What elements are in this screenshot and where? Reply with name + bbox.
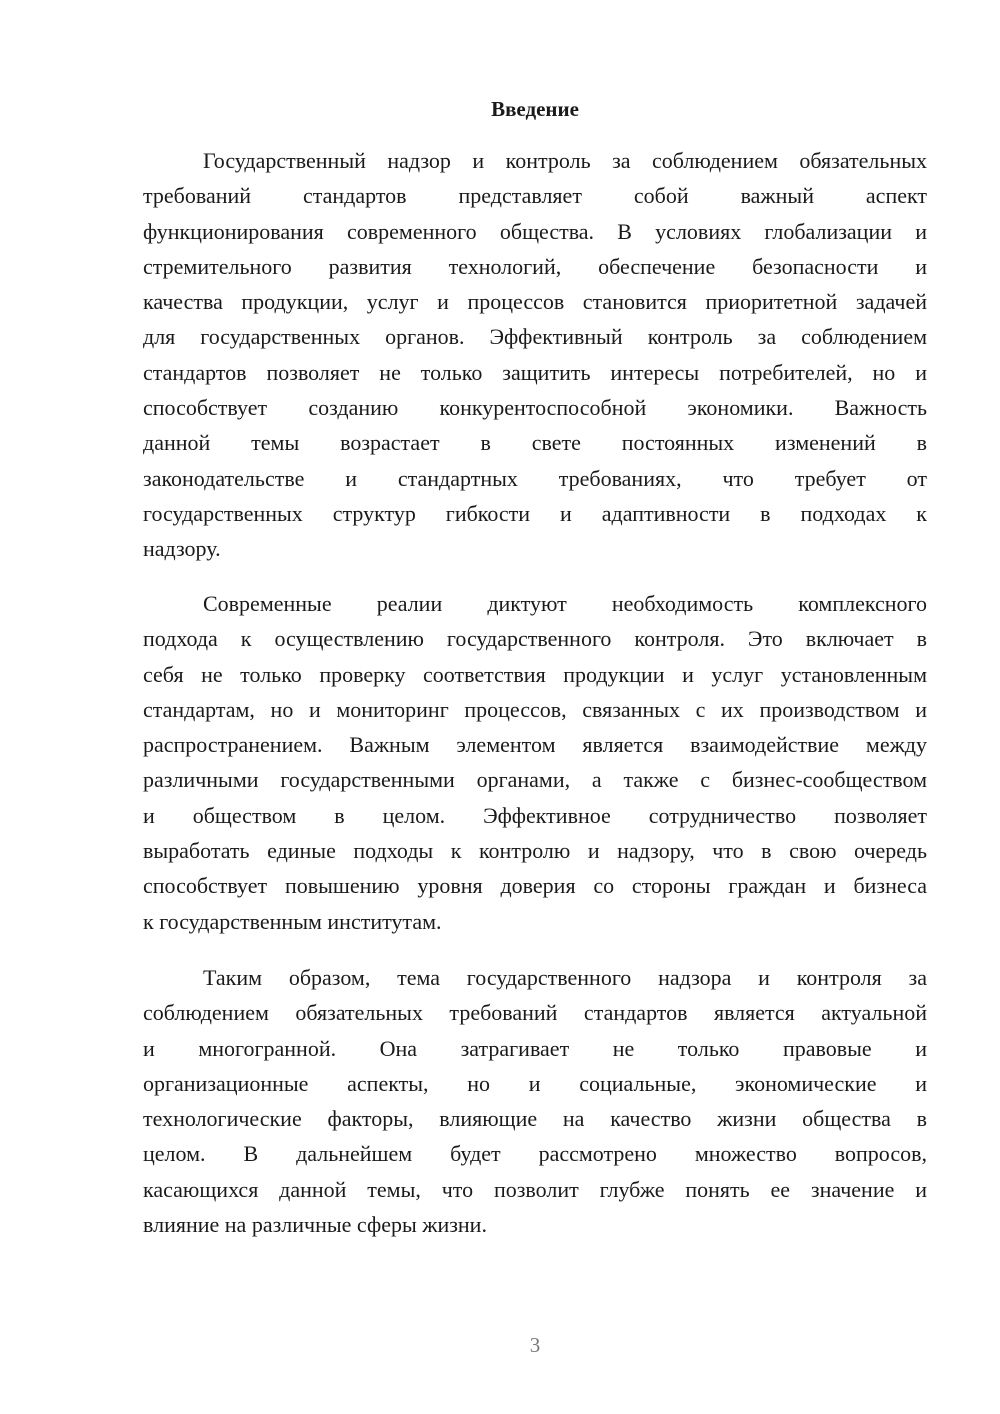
text-line: влияние на различные сферы жизни. (143, 1212, 487, 1238)
text-line: функционирования современного общества. В условиях глобализации и (143, 218, 927, 244)
text-line: Современные реалии диктуют необходимость комплексного (203, 591, 927, 616)
paragraph (143, 143, 927, 567)
text-line: способствует повышению уровня доверия со стороны граждан и бизнеса (143, 873, 927, 899)
text-line: требований стандартов представляет собой важный аспект (143, 183, 927, 209)
text-line: выработать единые подходы к контролю и надзору, что в свою очередь (143, 838, 927, 864)
section-heading: Введение (491, 97, 579, 121)
text-line: способствует созданию конкурентоспособной экономики. Важность (143, 395, 927, 421)
text-line: и обществом в целом. Эффективное сотрудничество позволяет (143, 802, 927, 828)
text-line: данной темы возрастает в свете постоянных изменений в (143, 430, 927, 456)
text-line: касающихся данной темы, что позволит глубже понять ее значение и (143, 1176, 927, 1202)
text-line: соблюдением обязательных требований стандартов является актуальной (143, 1000, 927, 1026)
text-line: стандартам, но и мониторинг процессов, связанных с их производством и (143, 696, 927, 722)
text-line: Таким образом, тема государственного надзора и контроля за (203, 965, 927, 990)
text-line: к государственным институтам. (143, 908, 442, 934)
text-line: различными государственными органами, а также с бизнес-сообществом (143, 767, 927, 793)
text-line: организационные аспекты, но и социальные, экономические и (143, 1070, 927, 1096)
text-line: для государственных органов. Эффективный контроль за соблюдением (143, 324, 927, 350)
text-line: технологические факторы, влияющие на качество жизни общества в (143, 1106, 927, 1132)
paragraph (143, 960, 927, 1242)
text-line: себя не только проверку соответствия продукции и услуг установленным (143, 661, 927, 687)
page-number: 3 (529, 1333, 541, 1357)
text-line: надзору. (143, 536, 221, 562)
paragraph (143, 586, 927, 939)
text-line: стремительного развития технологий, обеспечение безопасности и (143, 253, 927, 279)
text-line: подхода к осуществлению государственного контроля. Это включает в (143, 626, 927, 652)
text-line: качества продукции, услуг и процессов становится приоритетной задачей (143, 289, 927, 315)
text-line: и многогранной. Она затрагивает не только правовые и (143, 1035, 927, 1061)
text-line: законодательстве и стандартных требованиях, что требует от (143, 465, 927, 491)
text-line: стандартов позволяет не только защитить интересы потребителей, но и (143, 359, 927, 385)
text-line: распространением. Важным элементом является взаимодействие между (143, 732, 927, 758)
text-line: целом. В дальнейшем будет рассмотрено множество вопросов, (143, 1141, 927, 1167)
text-line: Государственный надзор и контроль за соблюдением обязательных (203, 148, 927, 173)
text-line: государственных структур гибкости и адаптивности в подходах к (143, 500, 927, 526)
